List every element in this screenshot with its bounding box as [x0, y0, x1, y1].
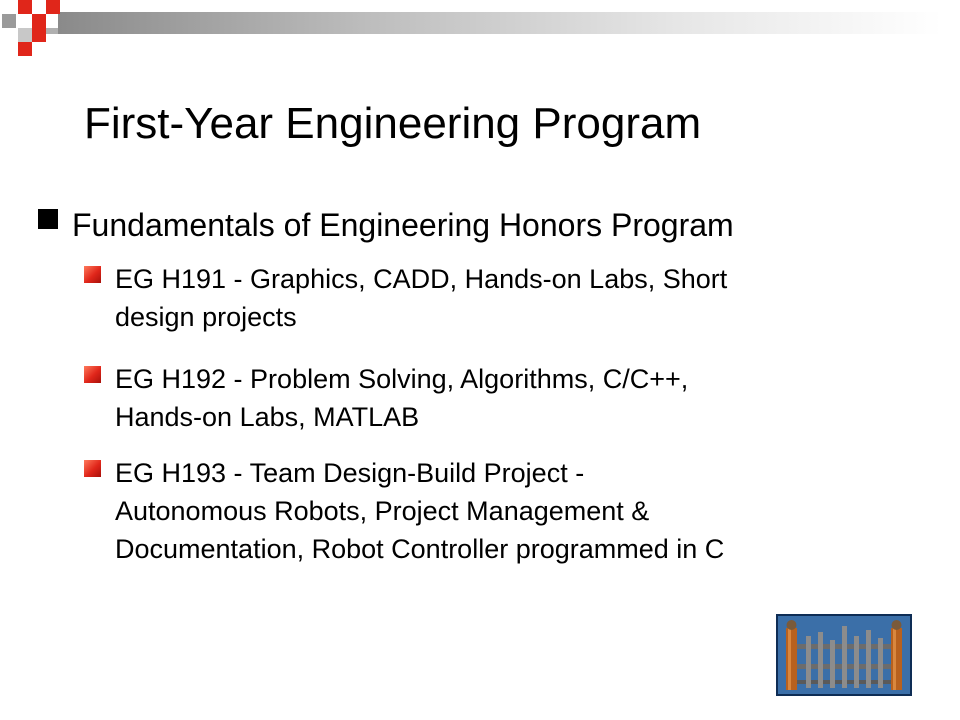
bullet-line: Autonomous Robots, Project Management &	[115, 496, 650, 526]
bullet-level2	[115, 260, 925, 336]
red-square-bullet-icon	[84, 460, 101, 477]
deco-square	[18, 0, 32, 14]
bullet-level2	[115, 454, 925, 568]
header-gradient-band	[58, 12, 942, 34]
deco-square	[32, 28, 46, 42]
red-square-bullet-icon	[84, 366, 101, 383]
bullet-level1: Fundamentals of Engineering Honors Program	[72, 207, 734, 243]
gate-logo	[776, 614, 912, 696]
deco-square	[18, 42, 32, 56]
deco-square	[46, 28, 58, 34]
red-square-bullet-icon	[84, 266, 101, 283]
bullet-line: EG H191 - Graphics, CADD, Hands-on Labs, Short	[115, 264, 728, 294]
square-bullet-icon	[38, 209, 58, 229]
bullet-line: Hands-on Labs, MATLAB	[115, 402, 420, 432]
bullet-line: design projects	[115, 302, 297, 332]
bullet-level2	[115, 360, 925, 436]
bullet-line: EG H192 - Problem Solving, Algorithms, C/C++,	[115, 364, 689, 394]
header-decoration	[0, 0, 960, 56]
deco-square	[32, 14, 46, 28]
deco-square	[46, 0, 60, 14]
bullet-line: Documentation, Robot Controller programmed in C	[115, 534, 725, 564]
deco-square	[2, 14, 16, 28]
bullet-line: EG H193 - Team Design-Build Project -	[115, 458, 585, 488]
gate-icon	[778, 616, 910, 694]
deco-square	[18, 28, 32, 42]
slide-title: First-Year Engineering Program	[84, 99, 702, 148]
